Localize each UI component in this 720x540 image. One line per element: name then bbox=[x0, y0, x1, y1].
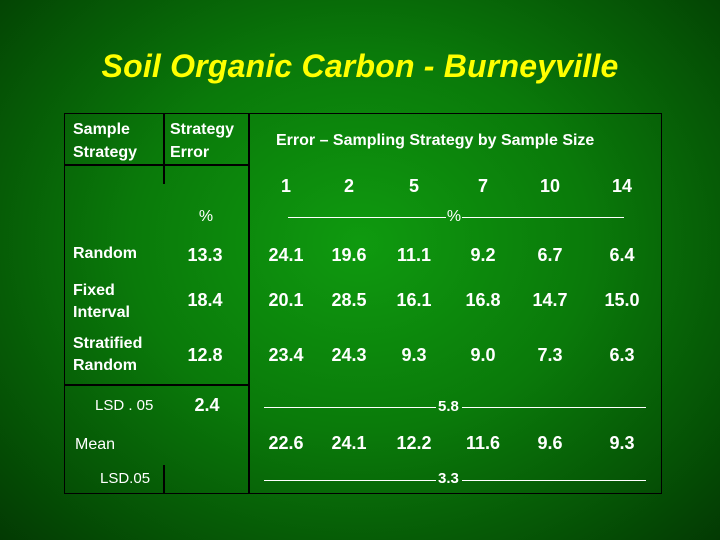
mean-cell: 9.6 bbox=[537, 433, 563, 453]
grid-line bbox=[64, 164, 249, 166]
table-cell: 14.7 bbox=[532, 290, 568, 310]
span-line bbox=[288, 217, 446, 218]
table-cell: 9.0 bbox=[470, 345, 496, 365]
mean-label: Mean bbox=[75, 436, 116, 453]
lsd-strategy-value: 2.4 bbox=[194, 395, 220, 415]
table-cell: 28.5 bbox=[331, 290, 367, 310]
table-cell: 6.3 bbox=[609, 345, 635, 365]
mean-cell: 11.6 bbox=[465, 433, 501, 453]
table-cell: 24.3 bbox=[331, 345, 367, 365]
unit-left: % bbox=[198, 208, 214, 225]
sample-size-header: 5 bbox=[408, 176, 420, 196]
table-cell: 19.6 bbox=[331, 245, 367, 265]
span-line bbox=[462, 217, 624, 218]
table-cell: 6.7 bbox=[537, 245, 563, 265]
span-line bbox=[264, 480, 436, 481]
slide-title: Soil Organic Carbon - Burneyville bbox=[101, 48, 619, 84]
table-cell: 16.8 bbox=[465, 290, 501, 310]
strategy-error-cell: 12.8 bbox=[187, 345, 223, 365]
table-cell: 11.1 bbox=[396, 245, 432, 265]
row-label: Fixed Interval bbox=[73, 282, 130, 321]
header-group-title: Error – Sampling Strategy by Sample Size bbox=[276, 132, 595, 149]
header-sample-strategy: Sample Strategy bbox=[73, 121, 138, 161]
strategy-error-cell: 18.4 bbox=[187, 290, 223, 310]
table-cell: 24.1 bbox=[268, 245, 304, 265]
header-strategy-error: Strategy Error bbox=[170, 121, 235, 161]
mean-cell: 12.2 bbox=[396, 433, 432, 453]
table-cell: 6.4 bbox=[609, 245, 635, 265]
lsd-span-value: 5.8 bbox=[438, 398, 459, 415]
sample-size-header: 1 bbox=[280, 176, 292, 196]
mean-cell: 22.6 bbox=[268, 433, 304, 453]
row-label: Stratified Random bbox=[73, 335, 143, 374]
table-cell: 16.1 bbox=[396, 290, 432, 310]
grid-line bbox=[163, 465, 165, 494]
mean-cell: 24.1 bbox=[331, 433, 367, 453]
table-cell: 9.2 bbox=[470, 245, 496, 265]
sample-size-header: 10 bbox=[539, 176, 561, 196]
grid-line bbox=[163, 113, 165, 184]
sample-size-header: 14 bbox=[611, 176, 633, 196]
mean-cell: 9.3 bbox=[609, 433, 635, 453]
span-line bbox=[462, 407, 646, 408]
unit-right: % bbox=[446, 208, 462, 225]
sample-size-header: 2 bbox=[343, 176, 355, 196]
lsd-label: LSD . 05 bbox=[95, 397, 154, 414]
span-line bbox=[264, 407, 436, 408]
row-label: Random bbox=[73, 245, 137, 262]
table-cell: 7.3 bbox=[537, 345, 563, 365]
sample-size-header: 7 bbox=[477, 176, 489, 196]
table-cell: 9.3 bbox=[401, 345, 427, 365]
table-cell: 15.0 bbox=[604, 290, 640, 310]
lsd-span-value: 3.3 bbox=[438, 470, 459, 487]
grid-line bbox=[248, 113, 250, 494]
table-cell: 23.4 bbox=[268, 345, 304, 365]
span-line bbox=[462, 480, 646, 481]
strategy-error-cell: 13.3 bbox=[187, 245, 223, 265]
grid-line bbox=[64, 384, 249, 386]
table-cell: 20.1 bbox=[268, 290, 304, 310]
lsd-label: LSD.05 bbox=[100, 470, 151, 487]
